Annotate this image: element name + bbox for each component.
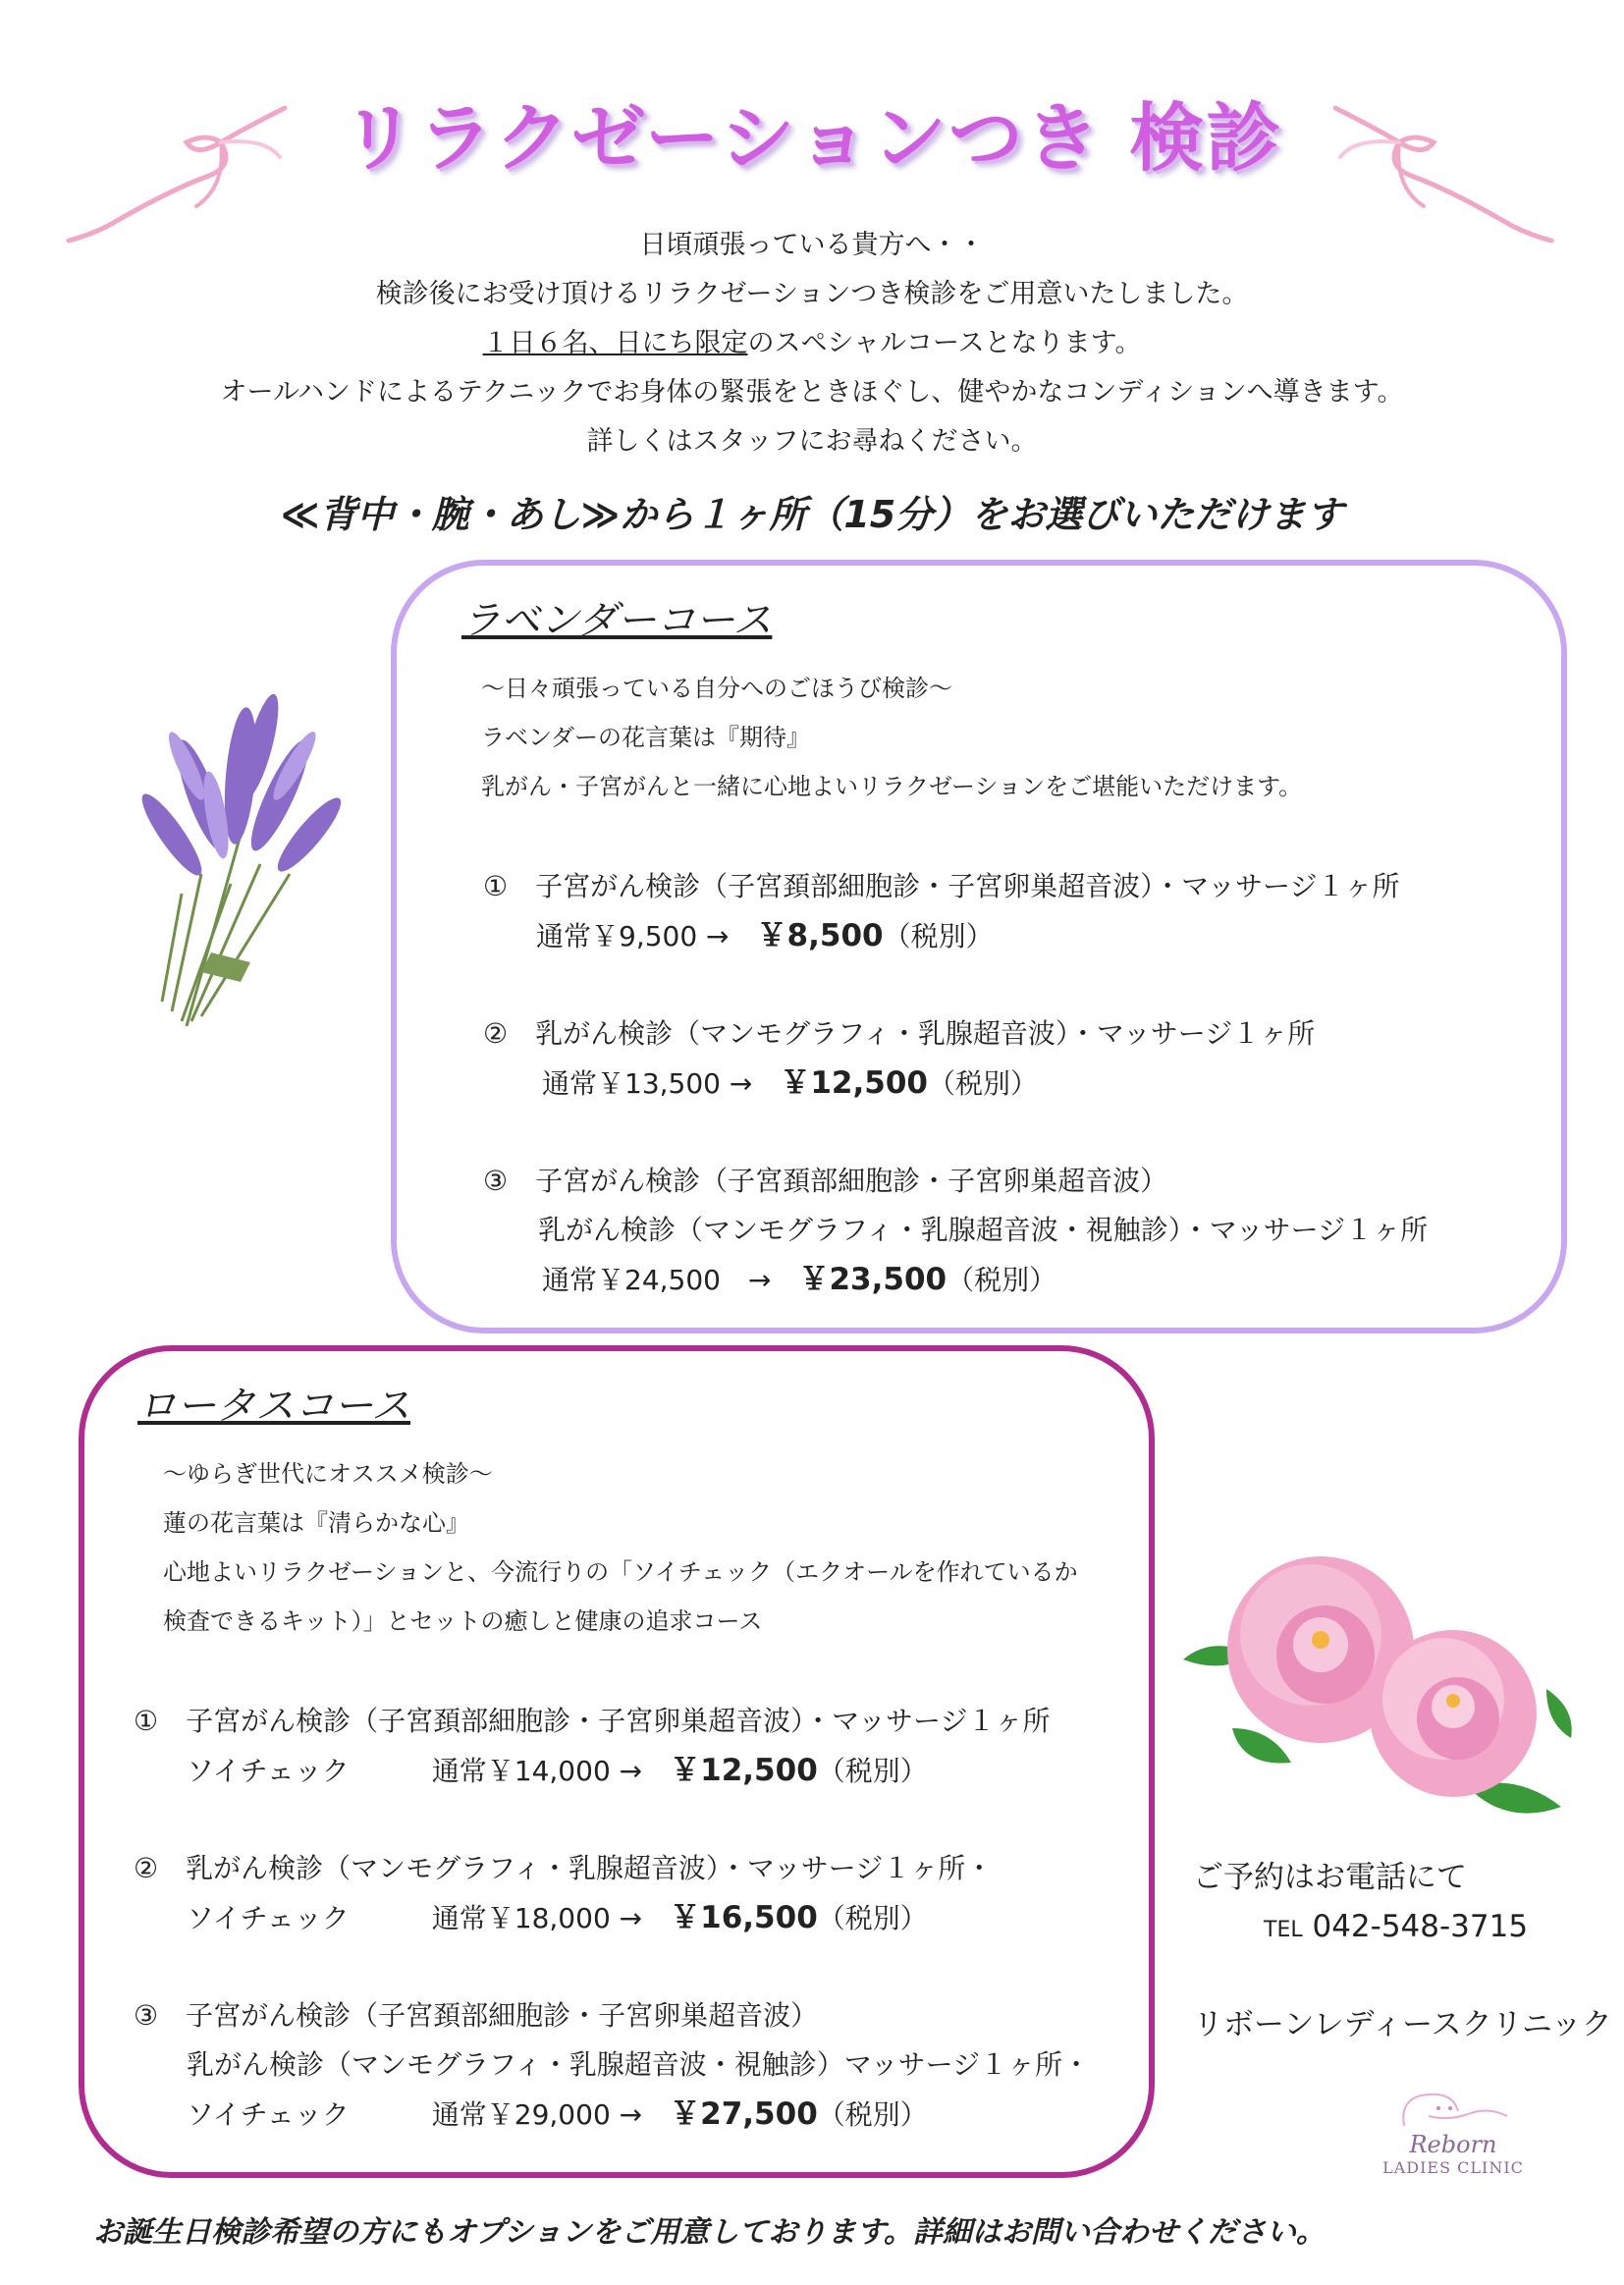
regular-price: 通常￥29,000 →	[431, 2098, 643, 2131]
plan-description: 乳がん検診（マンモグラフィ・乳腺超音波・視触診）・マッサージ１ヶ所	[538, 1214, 1429, 1246]
tax-note: （税別）	[817, 2098, 928, 2131]
special-price: ￥12,500	[780, 1065, 928, 1101]
plan-number: ①	[483, 870, 509, 902]
plan-number: ②	[483, 1017, 509, 1050]
intro-line-1: 日頃頑張っている貴方へ・・	[639, 230, 985, 260]
plan-description: 子宮がん検診（子宮頚部細胞診・子宮卵巣超音波）・マッサージ１ヶ所	[535, 870, 1400, 902]
peony-illustration	[1173, 1542, 1586, 1836]
plan-description: 子宮がん検診（子宮頚部細胞診・子宮卵巣超音波）	[535, 1165, 1168, 1197]
regular-price: 通常￥18,000 →	[431, 1902, 643, 1934]
lotus-course-title: ロータスコース	[137, 1384, 410, 1429]
special-price: ￥16,500	[670, 1900, 818, 1935]
lotus-desc-line: 蓮の花言葉は『清らかな心』	[163, 1509, 469, 1537]
contact-info	[1193, 1853, 1528, 1955]
page-title: リラクゼーションつき 検診	[341, 94, 1283, 182]
plan-description: 子宮がん検診（子宮頚部細胞診・子宮卵巣超音波）	[186, 1999, 819, 2032]
intro-line-4: オールハンドによるテクニックでお身体の緊張をときほぐし、健やかなコンディションへ導きます。	[220, 377, 1404, 408]
special-price: ￥12,500	[670, 1753, 818, 1788]
lavender-plan-3	[483, 1157, 1428, 1305]
subtitle: ≪背中・腕・あし≫から１ヶ所（15分）をお選びいただけます	[280, 493, 1344, 536]
tax-note: （税別）	[883, 920, 994, 952]
intro-line-5: 詳しくはスタッフにお尋ねください。	[586, 426, 1038, 457]
intro-line-3	[0, 319, 1624, 368]
intro-line-2: 検診後にお受け頂けるリラクゼーションつき検診をご用意いたしました。	[375, 279, 1249, 309]
lotus-plan-1	[134, 1697, 1050, 1796]
phone-number[interactable]: 042-548-3715	[1312, 1909, 1529, 1944]
tax-note: （税別）	[947, 1264, 1057, 1296]
clinic-logo	[1370, 2087, 1537, 2177]
lavender-course-title: ラベンダーコース	[461, 598, 773, 643]
lotus-plan-2	[134, 1844, 993, 1943]
tax-note: （税別）	[817, 1902, 928, 1934]
regular-price: 通常￥13,500 →	[542, 1067, 753, 1100]
logo-ladies-clinic: LADIES CLINIC	[1382, 2158, 1524, 2177]
plan-description: 子宮がん検診（子宮頚部細胞診・子宮卵巣超音波）・マッサージ１ヶ所	[186, 1705, 1051, 1737]
lotus-desc-line: 心地よいリラクゼーションと、今流行りの「ソイチェック（エクオールを作れているか	[163, 1558, 1078, 1586]
plan-number: ③	[483, 1165, 509, 1197]
footer-note: お誕生日検診希望の方にもオプションをご用意しております。詳細はお問い合わせください。	[93, 2215, 1326, 2250]
intro-line-3-rest: のスペシャルコースとなります。	[747, 328, 1142, 358]
lotus-desc-line: 検査できるキット）」とセットの癒しと健康の追求コース	[163, 1607, 763, 1635]
logo-reborn: Reborn	[1409, 2131, 1497, 2158]
regular-price: 通常￥14,000 →	[431, 1755, 643, 1787]
reservation-note: ご予約はお電話にて	[1193, 1860, 1467, 1895]
lotus-description	[163, 1449, 1078, 1646]
lavender-plan-2	[483, 1009, 1315, 1109]
lotus-plan-3	[134, 1991, 1090, 2140]
lavender-plan-1	[483, 862, 1399, 961]
tel-label: TEL	[1264, 1918, 1303, 1942]
soy-check: ソイチェック	[187, 1902, 350, 1934]
plan-description: 乳がん検診（マンモグラフィ・乳腺超音波・視触診）マッサージ１ヶ所・	[187, 2048, 1091, 2081]
special-price: ￥27,500	[670, 2096, 818, 2132]
plan-description: 乳がん検診（マンモグラフィ・乳腺超音波）・マッサージ１ヶ所	[535, 1017, 1316, 1050]
lavender-desc-line: ～日々頑張っている自分へのごほうび検診～	[481, 675, 952, 702]
lavender-desc-line: ラベンダーの花言葉は『期待』	[481, 724, 811, 751]
special-price: ￥23,500	[798, 1262, 947, 1297]
regular-price: 通常￥24,500 →	[542, 1264, 772, 1296]
special-price: ￥8,500	[756, 918, 884, 953]
tax-note: （税別）	[817, 1755, 928, 1787]
lavender-desc-line: 乳がん・子宮がんと一緒に心地よいリラクゼーションをご堪能いただけます。	[481, 773, 1303, 800]
plan-number: ①	[134, 1705, 159, 1737]
regular-price: 通常￥9,500 →	[536, 920, 730, 952]
lavender-illustration	[93, 668, 368, 1041]
plan-description: 乳がん検診（マンモグラフィ・乳腺超音波）・マッサージ１ヶ所・	[186, 1852, 994, 1884]
lotus-desc-line: ～ゆらぎ世代にオススメ検診～	[163, 1460, 493, 1488]
plan-number: ②	[134, 1852, 159, 1884]
tax-note: （税別）	[928, 1067, 1039, 1100]
soy-check: ソイチェック	[187, 2098, 350, 2131]
soy-check: ソイチェック	[187, 1755, 350, 1787]
intro-text	[0, 221, 1624, 466]
clinic-name: リボーンレディースクリニック	[1193, 2007, 1612, 2042]
intro-limited: １日６名、日にち限定	[482, 328, 748, 358]
lavender-description	[481, 664, 1302, 811]
plan-number: ③	[134, 1999, 159, 2032]
